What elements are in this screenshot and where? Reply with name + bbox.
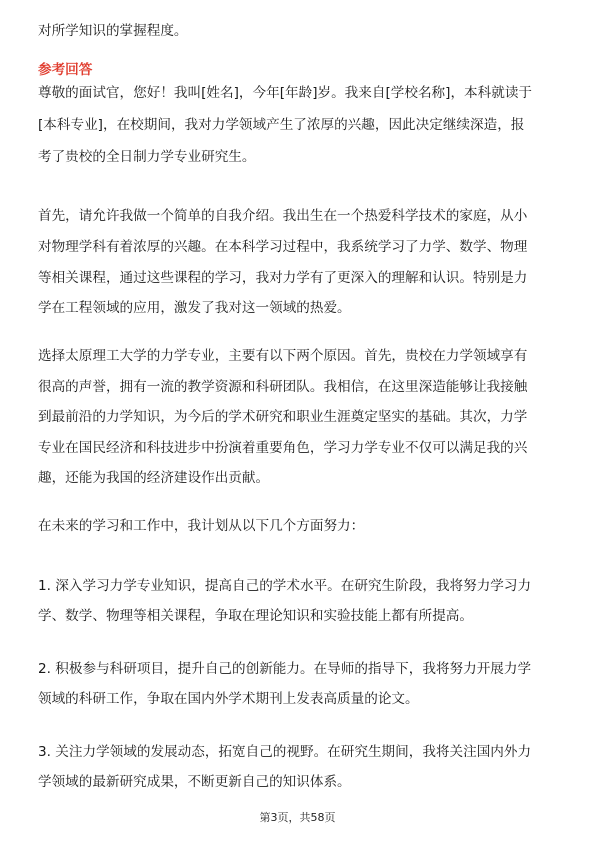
paragraph-2-line-4: 学在工程领域的应用，激发了我对这一领域的热爱。 — [38, 300, 351, 316]
paragraph-3-line-2: 很高的声誉，拥有一流的教学资源和科研团队。我相信，在这里深造能够让我接触 — [38, 379, 528, 395]
intro-line: 对所学知识的掌握程度。 — [38, 23, 188, 39]
paragraph-2-line-1: 首先，请允许我做一个简单的自我介绍。我出生在一个热爱科学技术的家庭，从小 — [38, 208, 528, 224]
paragraph-7-line-1: 3. 关注力学领域的发展动态，拓宽自己的视野。在研究生期间，我将关注国内外力 — [38, 744, 532, 760]
paragraph-3-line-5: 趣，还能为我国的经济建设作出贡献。 — [38, 470, 270, 486]
paragraph-1-line-1: 尊敬的面试官，您好！我叫[姓名]，今年[年龄]岁。我来自[学校名称]，本科就读于 — [38, 85, 533, 101]
paragraph-5-line-1: 1. 深入学习力学专业知识，提高自己的学术水平。在研究生阶段，我将努力学习力 — [38, 578, 532, 594]
paragraph-3-line-4: 专业在国民经济和科技进步中扮演着重要角色，学习力学专业不仅可以满足我的兴 — [38, 440, 528, 456]
page-number-footer: 第3页，共58页 — [259, 811, 336, 824]
paragraph-4-line-1: 在未来的学习和工作中，我计划从以下几个方面努力： — [38, 518, 365, 534]
paragraph-7-line-2: 学领域的最新研究成果，不断更新自己的知识体系。 — [38, 774, 351, 790]
paragraph-3-line-3: 到最前沿的力学知识，为今后的学术研究和职业生涯奠定坚实的基础。其次，力学 — [38, 409, 528, 425]
answer-heading: 参考回答 — [38, 62, 93, 78]
paragraph-6-line-2: 领域的科研工作，争取在国内外学术期刊上发表高质量的论文。 — [38, 691, 419, 707]
paragraph-1-line-2: [本科专业]，在校期间，我对力学领域产生了浓厚的兴趣，因此决定继续深造，报 — [38, 117, 525, 133]
paragraph-6-line-1: 2. 积极参与科研项目，提升自己的创新能力。在导师的指导下，我将努力开展力学 — [38, 661, 532, 677]
paragraph-2-line-3: 等相关课程，通过这些课程的学习，我对力学有了更深入的理解和认识。特别是力 — [38, 270, 528, 286]
paragraph-2-line-2: 对物理学科有着浓厚的兴趣。在本科学习过程中，我系统学习了力学、数学、物理 — [38, 239, 528, 255]
paragraph-5-line-2: 学、数学、物理等相关课程，争取在理论知识和实验技能上都有所提高。 — [38, 608, 473, 624]
paragraph-3-line-1: 选择太原理工大学的力学专业，主要有以下两个原因。首先，贵校在力学领域享有 — [38, 348, 528, 364]
paragraph-1-line-3: 考了贵校的全日制力学专业研究生。 — [38, 149, 256, 165]
